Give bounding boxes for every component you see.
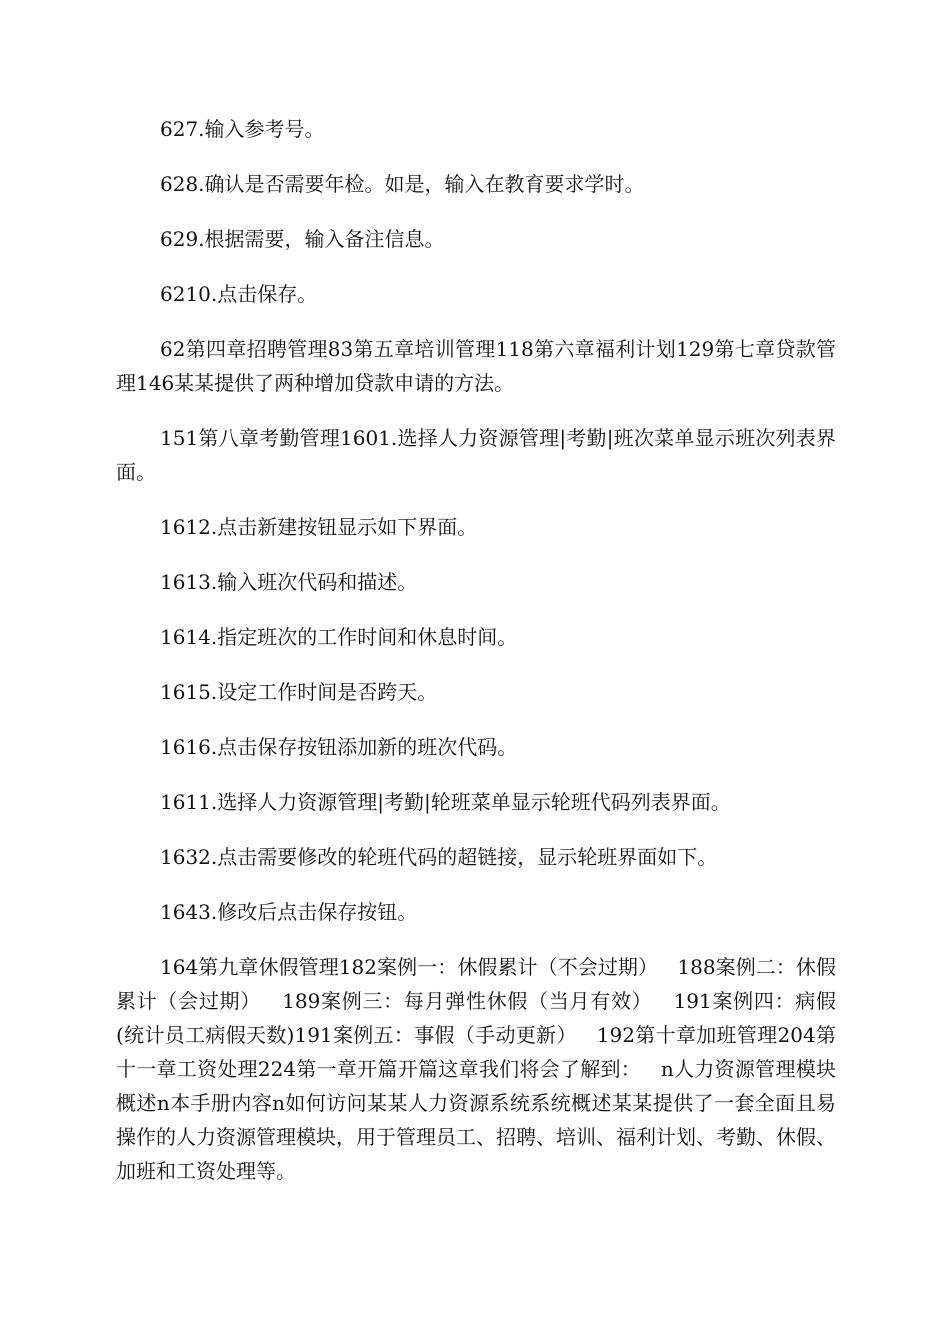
paragraph-1616: 1616.点击保存按钮添加新的班次代码。 (160, 735, 518, 759)
paragraph-1632: 1632.点击需要修改的轮班代码的超链接，显示轮班界面如下。 (160, 845, 718, 869)
paragraph-6210: 6210.点击保存。 (160, 282, 318, 306)
paragraph-chapter-index-2: 164第九章休假管理182案例一：休假累计（不会过期） 188案例二：休假累计（会过期） 189案例三：每月弹性休假（当月有效） 191案例四：病假(统计员工病假天数)191案例五：事假（手动更新） 192第十章加班管理204第十一章工资处理224第一章开篇开篇这章我们将会了解到： n人力资源管理模块概述n本手册内容n如何访问某某人力资源系统系统概述某某提供了一套全面且易操作的人力资源管理模块，用于管理员工、招聘、培训、福利计划、考勤、休假、加班和工资处理等。 (116, 955, 836, 1183)
paragraph-629: 629.根据需要，输入备注信息。 (160, 227, 445, 251)
paragraph-1612: 1612.点击新建按钮显示如下界面。 (160, 515, 478, 539)
paragraph-chapter-8: 151第八章考勤管理1601.选择人力资源管理|考勤|班次菜单显示班次列表界面。 (116, 426, 836, 484)
paragraph-627: 627.输入参考号。 (160, 117, 325, 141)
paragraph-1614: 1614.指定班次的工作时间和休息时间。 (160, 625, 518, 649)
paragraph-1615: 1615.设定工作时间是否跨天。 (160, 680, 438, 704)
paragraph-1643: 1643.修改后点击保存按钮。 (160, 900, 418, 924)
document-body (116, 112, 836, 1209)
paragraph-chapter-index-1: 62第四章招聘管理83第五章培训管理118第六章福利计划129第七章贷款管理146某某提供了两种增加贷款申请的方法。 (116, 337, 836, 395)
paragraph-1611: 1611.选择人力资源管理|考勤|轮班菜单显示轮班代码列表界面。 (160, 790, 731, 814)
paragraph-628: 628.确认是否需要年检。如是，输入在教育要求学时。 (160, 172, 645, 196)
paragraph-1613: 1613.输入班次代码和描述。 (160, 570, 418, 594)
